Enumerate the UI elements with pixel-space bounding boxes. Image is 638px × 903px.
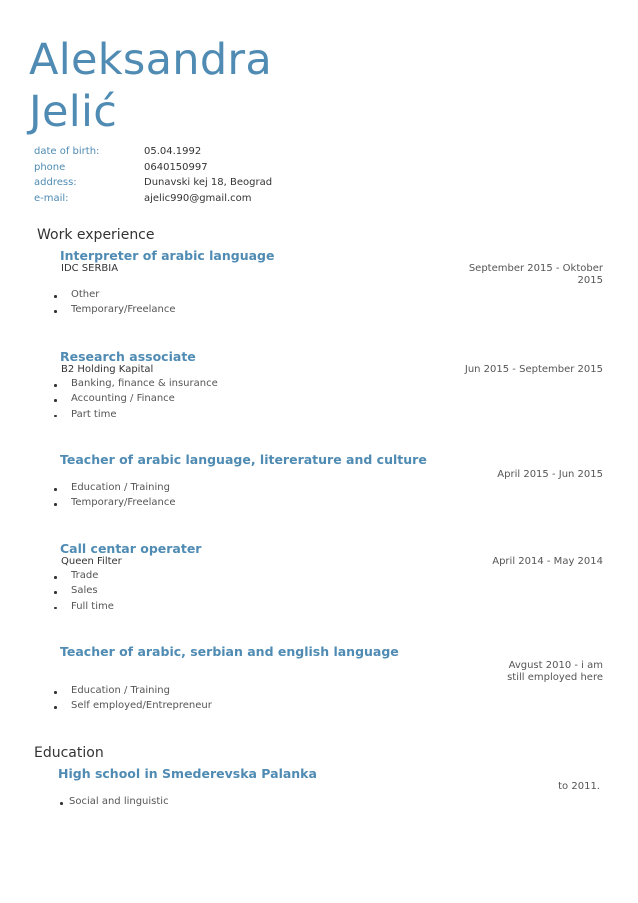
job-dates: April 2014 - May 2014 xyxy=(492,556,603,567)
candidate-name xyxy=(29,34,272,138)
info-value: 0640150997 xyxy=(144,161,208,173)
job-dates: April 2015 - Jun 2015 xyxy=(497,469,603,480)
job-company: IDC SERBIA xyxy=(61,263,119,274)
job-title: Call centar operater xyxy=(60,541,202,556)
job-company: Queen Filter xyxy=(61,556,122,567)
personal-info xyxy=(34,146,272,208)
job-tag: Self employed/Entrepreneur xyxy=(54,700,212,715)
job-tags xyxy=(54,378,218,424)
job-title: Interpreter of arabic language xyxy=(60,248,275,263)
job-meta xyxy=(60,659,603,683)
job-meta xyxy=(60,263,603,286)
work-experience-heading: Work experience xyxy=(37,227,155,243)
job-entry xyxy=(60,644,603,712)
info-value: 05.04.1992 xyxy=(144,146,202,157)
info-label: address: xyxy=(34,177,77,188)
education-entry xyxy=(58,766,600,807)
job-tag: Banking, finance & insurance xyxy=(54,378,218,393)
education-tags xyxy=(60,796,169,811)
job-tags xyxy=(54,570,114,616)
job-dates: September 2015 - Oktober 2015 xyxy=(468,263,603,286)
info-label: date of birth: xyxy=(34,146,100,157)
job-tag: Accounting / Finance xyxy=(54,393,218,408)
info-value: Dunavski kej 18, Beograd xyxy=(144,177,273,188)
education-heading: Education xyxy=(34,745,104,761)
job-tag: Trade xyxy=(54,570,114,585)
job-tag: Other xyxy=(54,289,176,304)
info-row-phone xyxy=(34,162,272,178)
last-name: Jelić xyxy=(29,87,118,137)
education-meta xyxy=(58,781,600,795)
job-tag: Education / Training xyxy=(54,685,212,700)
job-tags xyxy=(54,482,176,513)
job-dates: Avgust 2010 - i am still employed here xyxy=(507,660,603,683)
education-tag: Social and linguistic xyxy=(60,796,169,811)
job-meta xyxy=(60,468,603,482)
info-label: phone xyxy=(34,161,66,173)
job-entry xyxy=(60,248,603,316)
job-tag: Temporary/Freelance xyxy=(54,497,176,512)
job-tag: Education / Training xyxy=(54,482,176,497)
info-row-address xyxy=(34,177,272,193)
job-title: Research associate xyxy=(60,349,196,364)
job-tags xyxy=(54,289,176,320)
job-tags xyxy=(54,685,212,716)
info-row-dob xyxy=(34,146,272,162)
job-company: B2 Holding Kapital xyxy=(61,364,154,375)
info-row-email xyxy=(34,193,272,209)
job-title: Teacher of arabic, serbian and english language xyxy=(60,644,399,659)
job-tag: Sales xyxy=(54,585,114,600)
job-tag: Temporary/Freelance xyxy=(54,304,176,319)
job-entry xyxy=(60,541,603,612)
job-title: Teacher of arabic language, litereraturе and culture xyxy=(60,452,427,467)
info-value[interactable]: ajelic990@gmail.com xyxy=(144,192,252,204)
job-meta xyxy=(60,364,603,378)
info-label: e-mail: xyxy=(34,192,69,204)
job-tag: Full time xyxy=(54,601,114,616)
education-dates: to 2011. xyxy=(558,781,600,792)
job-dates: Jun 2015 - September 2015 xyxy=(464,364,603,375)
job-entry xyxy=(60,349,603,420)
job-meta xyxy=(60,556,603,570)
job-entry xyxy=(60,452,603,509)
first-name: Aleksandra xyxy=(29,35,273,85)
education-school: High school in Smederevska Palanka xyxy=(58,766,317,781)
job-tag: Part time xyxy=(54,409,218,424)
